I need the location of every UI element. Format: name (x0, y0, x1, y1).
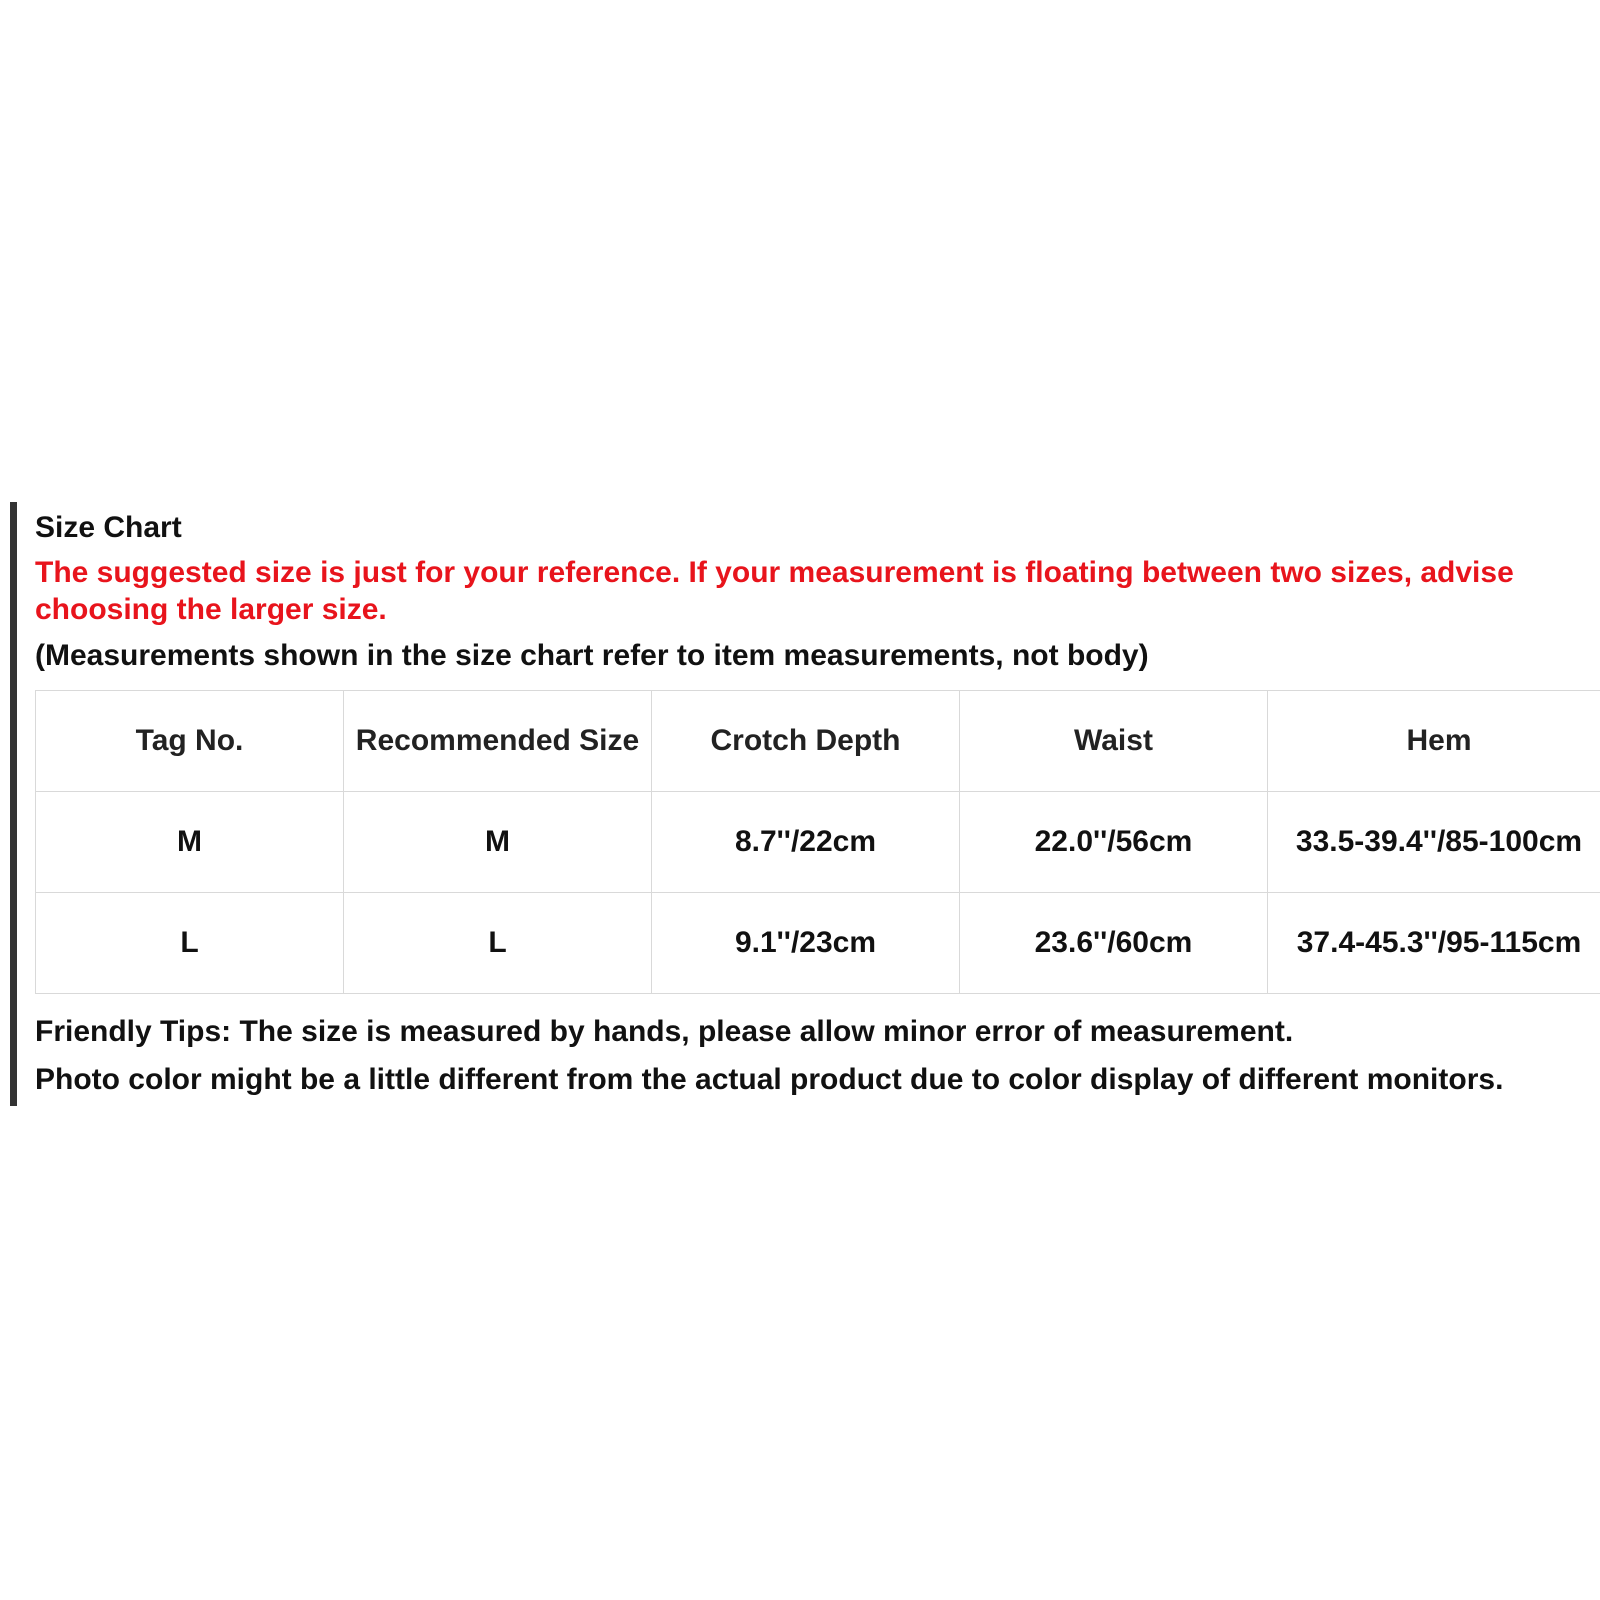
table-row (36, 893, 1600, 994)
size-chart-title: Size Chart (35, 511, 182, 544)
header-recommended-size: Recommended Size (344, 691, 652, 792)
size-suggestion-notice: The suggested size is just for your reference. If your measurement is floating between two sizes, advise choosing the larger size. (35, 556, 1514, 626)
header-tag-no: Tag No. (36, 691, 344, 792)
table-row (36, 792, 1600, 893)
cell-hem: 37.4-45.3''/95-115cm (1268, 893, 1600, 994)
header-waist: Waist (960, 691, 1268, 792)
friendly-tips-text: Friendly Tips: The size is measured by hands, please allow minor error of measurement. (35, 1015, 1294, 1048)
cell-crotch-depth: 9.1''/23cm (652, 893, 960, 994)
photo-color-note: Photo color might be a little different from the actual product due to color display of different monitors. (35, 1063, 1504, 1096)
cell-recommended-size: L (344, 893, 652, 994)
cell-waist: 23.6''/60cm (960, 893, 1268, 994)
header-hem: Hem (1268, 691, 1600, 792)
table-header-row (36, 691, 1600, 792)
cell-crotch-depth: 8.7''/22cm (652, 792, 960, 893)
cell-tag-no: M (36, 792, 344, 893)
size-chart-panel (10, 502, 1600, 1106)
size-table (35, 690, 1600, 994)
header-crotch-depth: Crotch Depth (652, 691, 960, 792)
cell-waist: 22.0''/56cm (960, 792, 1268, 893)
cell-hem: 33.5-39.4''/85-100cm (1268, 792, 1600, 893)
cell-tag-no: L (36, 893, 344, 994)
measurement-note: (Measurements shown in the size chart refer to item measurements, not body) (35, 639, 1149, 672)
cell-recommended-size: M (344, 792, 652, 893)
